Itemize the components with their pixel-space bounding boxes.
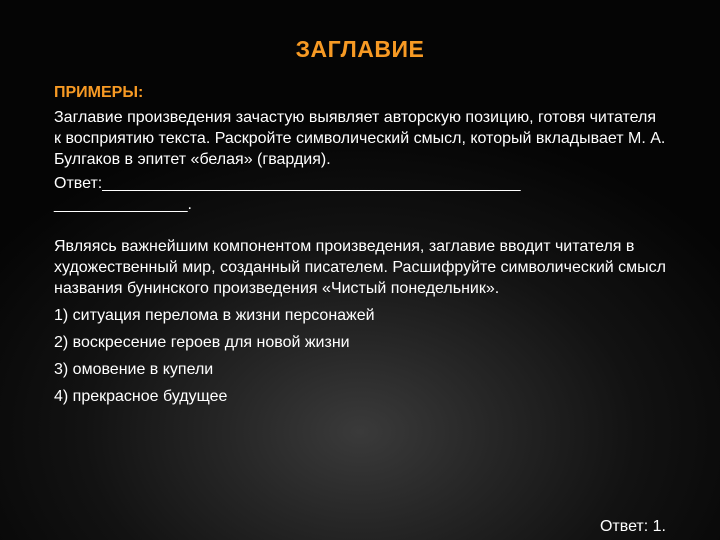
option-4: 4) прекрасное будущее bbox=[54, 388, 228, 405]
answer-blank-line-2: _______________. bbox=[54, 196, 192, 213]
slide-title: ЗАГЛАВИЕ bbox=[295, 36, 425, 62]
question-paragraph-1: Заглавие произведения зачастую выявляет авторскую позицию, готовя читателя к восприятию текста. Раскройте символический смысл, который вкладывает М. А. Булгаков в эпитет «белая» (гвардия). bbox=[54, 109, 666, 168]
option-1: 1) ситуация перелома в жизни персонажей bbox=[54, 307, 375, 324]
option-3: 3) омовение в купели bbox=[54, 361, 214, 378]
spacer bbox=[54, 215, 666, 236]
final-answer: Ответ: 1. bbox=[599, 518, 666, 535]
question-paragraph-2: Являясь важнейшим компонентом произведения, заглавие вводит читателя в художественный мир, созданный писателем. Расшифруйте символический смысл названия бунинского произведения «Чистый понедельник». bbox=[54, 238, 667, 297]
slide-content bbox=[54, 82, 666, 407]
answer-blank-line-1: Ответ:_______________________________________________ bbox=[54, 175, 521, 192]
option-2: 2) воскресение героев для новой жизни bbox=[54, 334, 350, 351]
examples-heading: ПРИМЕРЫ: bbox=[54, 84, 144, 101]
